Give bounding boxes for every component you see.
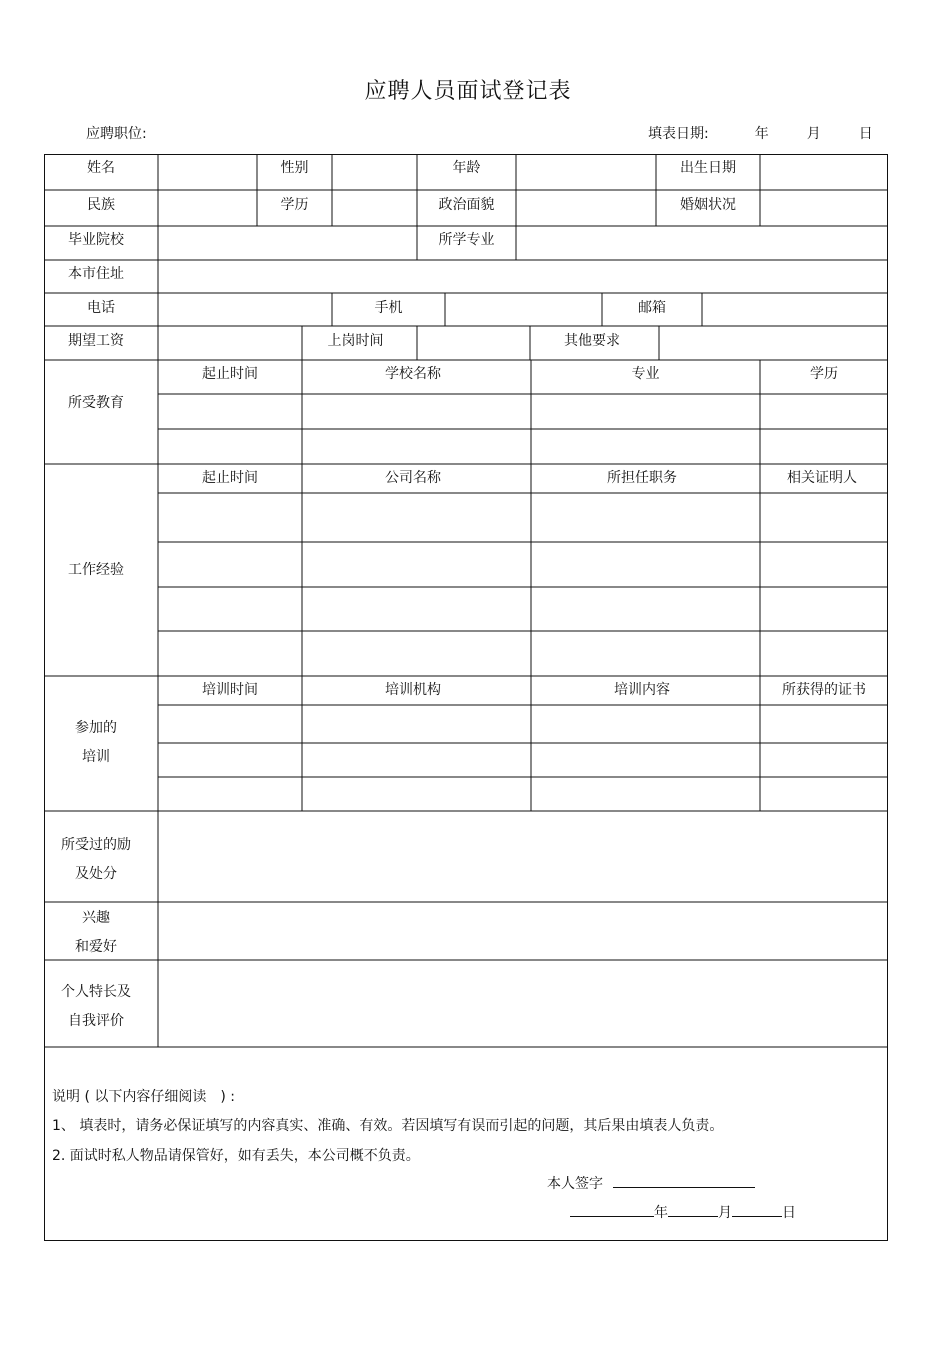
notes-item-1: 1、 填表时，请务必保证填写的内容真实、准确、有效。若因填写有误而引起的问题，其后果由填表人负责。 — [52, 1118, 724, 1134]
start-time-label: 上岗时间 — [327, 332, 384, 349]
notes-heading: 说明 ( 以下内容仔细阅读 ) : — [52, 1089, 235, 1105]
work-col-reference: 相关证明人 — [787, 470, 857, 486]
major-label: 所学专业 — [438, 231, 495, 248]
age-label: 年龄 — [452, 159, 481, 176]
start-time-field[interactable] — [417, 326, 530, 360]
work-col-period: 起止时间 — [202, 470, 258, 486]
signature-date — [570, 1202, 796, 1222]
marital-status-label: 婚姻状况 — [680, 196, 736, 213]
training-section-label — [44, 714, 148, 772]
gender-label: 性别 — [280, 159, 309, 176]
signature-month-field[interactable] — [668, 1202, 718, 1217]
edu-col-school: 学校名称 — [385, 365, 441, 382]
fill-date-month: 月 — [806, 126, 821, 142]
name-field[interactable] — [158, 154, 257, 190]
signature-line — [547, 1173, 755, 1193]
rewards-label-line1: 所受过的励 — [61, 837, 131, 853]
education-label: 学历 — [280, 196, 309, 213]
phone-label: 电话 — [87, 299, 115, 316]
hobbies-label-line2: 和爱好 — [75, 939, 117, 955]
salary-field[interactable] — [158, 326, 302, 360]
position-label: 应聘职位: — [86, 126, 147, 142]
training-col-period: 培训时间 — [202, 682, 258, 698]
education-section-label: 所受教育 — [68, 394, 124, 411]
email-label: 邮箱 — [638, 299, 666, 316]
ethnicity-label: 民族 — [87, 196, 115, 213]
training-label-line1: 参加的 — [75, 720, 117, 736]
signature-label: 本人签字 — [547, 1176, 603, 1192]
hobbies-field[interactable] — [158, 902, 888, 960]
work-col-company: 公司名称 — [385, 470, 441, 486]
rewards-field[interactable] — [158, 811, 888, 902]
phone-field[interactable] — [158, 293, 332, 326]
school-label: 毕业院校 — [68, 231, 124, 248]
signature-field[interactable] — [613, 1173, 755, 1188]
rewards-label — [44, 831, 148, 889]
strengths-label-line2: 自我评价 — [68, 1013, 124, 1029]
mobile-label: 手机 — [374, 299, 403, 316]
hobbies-label — [44, 904, 148, 962]
salary-label: 期望工资 — [68, 332, 124, 349]
major-field[interactable] — [516, 226, 888, 260]
address-label: 本市住址 — [68, 265, 124, 282]
mobile-field[interactable] — [445, 293, 602, 326]
marital-status-field[interactable] — [760, 190, 888, 226]
signature-year-field[interactable] — [570, 1202, 654, 1217]
strengths-label — [44, 978, 148, 1036]
rewards-label-line2: 及处分 — [75, 866, 117, 882]
hobbies-label-line1: 兴趣 — [82, 910, 110, 926]
birthdate-label: 出生日期 — [680, 159, 736, 176]
school-field[interactable] — [158, 226, 417, 260]
political-status-label: 政治面貌 — [438, 196, 495, 213]
training-label-line2: 培训 — [82, 749, 110, 765]
strengths-label-line1: 个人特长及 — [61, 984, 131, 1000]
fill-date-year: 年 — [754, 126, 769, 142]
form-title: 应聘人员面试登记表 — [364, 79, 572, 104]
fill-date-day: 日 — [858, 126, 873, 142]
registration-form-table — [44, 154, 888, 1241]
edu-col-degree: 学历 — [810, 365, 838, 382]
work-col-position: 所担任职务 — [607, 470, 677, 486]
work-section-label: 工作经验 — [68, 561, 124, 578]
other-requirements-label: 其他要求 — [564, 332, 620, 349]
edu-col-period: 起止时间 — [202, 365, 258, 382]
edu-col-major: 专业 — [631, 365, 660, 382]
age-field[interactable] — [516, 154, 656, 190]
signature-month: 月 — [718, 1205, 732, 1221]
education-field[interactable] — [332, 190, 417, 226]
name-label: 姓名 — [87, 159, 115, 176]
training-col-content: 培训内容 — [614, 682, 670, 698]
email-field[interactable] — [702, 293, 888, 326]
address-field[interactable] — [158, 260, 888, 293]
training-col-certificate: 所获得的证书 — [782, 682, 866, 698]
ethnicity-field[interactable] — [158, 190, 257, 226]
strengths-field[interactable] — [158, 960, 888, 1047]
fill-date-label: 填表日期: — [648, 126, 709, 142]
fill-date — [648, 123, 873, 143]
birthdate-field[interactable] — [760, 154, 888, 190]
training-col-institution: 培训机构 — [385, 682, 441, 698]
signature-day: 日 — [782, 1205, 796, 1221]
political-status-field[interactable] — [516, 190, 656, 226]
notes-item-2: 2. 面试时私人物品请保管好，如有丢失，本公司概不负责。 — [52, 1148, 420, 1164]
other-requirements-field[interactable] — [659, 326, 888, 360]
signature-day-field[interactable] — [732, 1202, 782, 1217]
signature-year: 年 — [654, 1205, 668, 1221]
gender-field[interactable] — [332, 154, 417, 190]
